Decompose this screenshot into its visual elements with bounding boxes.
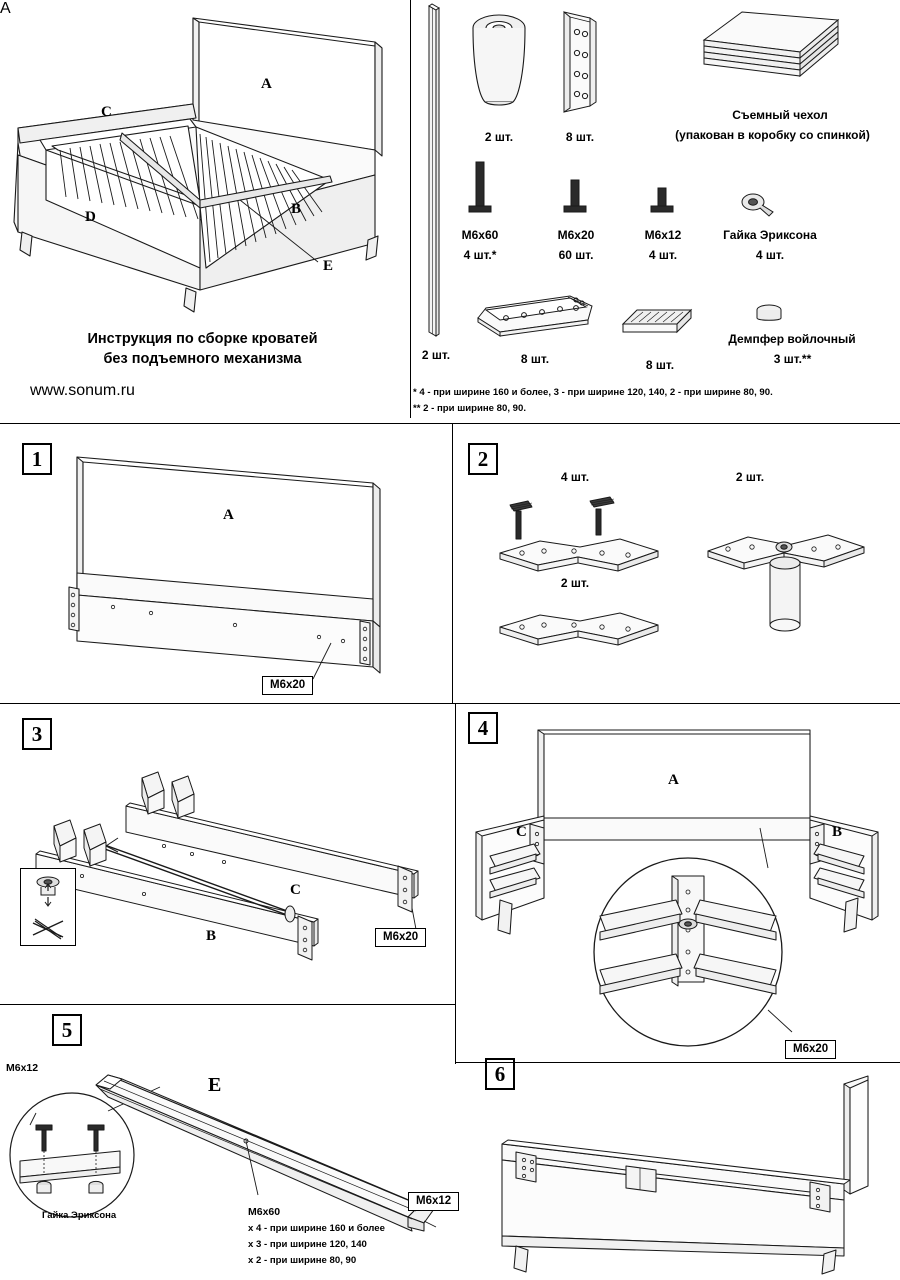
leg-qty-label: 2 шт. xyxy=(484,130,514,144)
corner-bracket-icon xyxy=(550,8,610,116)
erikson-nut-name: Гайка Эриксона xyxy=(723,228,817,242)
horizontal-divider-4 xyxy=(455,1062,900,1063)
corner-bracket-qty-label: 8 шт. xyxy=(565,130,595,144)
step-3-part-c-label: C xyxy=(290,882,301,898)
bolt-m6x60-name: M6x60 xyxy=(461,228,499,242)
step-4-number: 4 xyxy=(468,712,498,744)
horizontal-divider-2 xyxy=(0,703,900,704)
step-4-part-c-label: C xyxy=(516,824,527,840)
parts-footnote-1: * 4 - при ширине 160 и более, 3 - при ширине 120, 140, 2 - при ширине 80, 90. xyxy=(413,387,773,398)
step-5-note-1: x 4 - при ширине 160 и более xyxy=(248,1223,385,1234)
svg-text:B: B xyxy=(291,201,302,217)
step-4-part-a-label: A xyxy=(668,772,679,788)
step-1-fastener-label: M6x20 xyxy=(262,676,313,695)
step-2-number: 2 xyxy=(468,443,498,475)
step-3-fastener-label: M6x20 xyxy=(375,928,426,947)
mounting-plate-icon xyxy=(470,288,600,340)
step-5-number: 5 xyxy=(52,1014,82,1046)
horizontal-divider-1 xyxy=(0,423,900,424)
erikson-nut-icon xyxy=(733,190,783,224)
step-3-detail-box xyxy=(20,868,76,946)
removable-cover-icon xyxy=(700,8,850,98)
step-3-number: 3 xyxy=(22,718,52,750)
step-5-part-e-label: E xyxy=(208,1074,222,1096)
step-5-note-2: x 3 - при ширине 120, 140 xyxy=(248,1239,367,1250)
step-2-qty-right: 2 шт. xyxy=(735,470,765,484)
leg-part-icon xyxy=(463,10,535,114)
slat-part-icon xyxy=(420,2,450,342)
step-1-number: 1 xyxy=(22,443,52,475)
title-line-2: без подъемного механизма xyxy=(103,350,302,367)
website-url: www.sonum.ru xyxy=(30,382,135,399)
damper-name-label: Демпфер войлочный xyxy=(728,332,856,346)
document-title xyxy=(30,330,375,369)
title-line-1: Инструкция по сборке кроватей xyxy=(87,331,318,347)
bolt-m6x12-icon xyxy=(637,186,687,224)
bolt-m6x20-icon xyxy=(550,178,600,222)
erikson-nut-qty: 4 шт. xyxy=(755,248,785,262)
damper-qty-label: 3 шт.** xyxy=(773,352,812,366)
pad-qty-label: 8 шт. xyxy=(645,358,675,372)
step-3-part-b-label: B xyxy=(206,928,217,944)
plate-qty-label: 8 шт. xyxy=(520,352,550,366)
step-5-fastener-right-label: M6x12 xyxy=(408,1192,459,1211)
step-2-illustration xyxy=(470,485,880,665)
bolt-m6x12-qty: 4 шт. xyxy=(648,248,678,262)
step-6-illustration xyxy=(480,1070,900,1280)
svg-text:A: A xyxy=(261,76,272,92)
bolt-m6x12-name: M6x12 xyxy=(644,228,682,242)
step-1-part-a-label: A xyxy=(223,507,234,523)
bolt-m6x60-icon xyxy=(455,160,505,220)
svg-text:E: E xyxy=(323,258,334,274)
cover-note-label: (упакован в коробку со спинкой) xyxy=(675,128,870,142)
step-4-part-b-label: B xyxy=(832,824,843,840)
parts-footnote-2: ** 2 - при ширине 80, 90. xyxy=(413,403,526,414)
step-5-bolt-label: M6x60 xyxy=(248,1206,281,1218)
step-6-number: 6 xyxy=(485,1058,515,1090)
bolt-m6x60-qty: 4 шт.* xyxy=(463,248,497,262)
bolt-m6x20-name: M6x20 xyxy=(557,228,595,242)
svg-text:C: C xyxy=(101,104,112,120)
felt-damper-icon xyxy=(745,300,795,332)
vertical-divider-top xyxy=(410,0,411,418)
slat-qty-label: 2 шт. xyxy=(421,348,451,362)
step-5-note-3: x 2 - при ширине 80, 90 xyxy=(248,1255,357,1266)
step-1-illustration xyxy=(55,435,405,705)
cover-title-label: Съемный чехол xyxy=(732,108,828,122)
step-2-qty-top: 4 шт. xyxy=(560,470,590,484)
svg-text:D: D xyxy=(85,209,96,225)
parts-list xyxy=(415,0,900,420)
vertical-divider-step12 xyxy=(452,423,453,704)
step-5-nut-label: Гайка Эриксона xyxy=(42,1210,117,1221)
step-4-fastener-label: M6x20 xyxy=(785,1040,836,1059)
bolt-m6x20-qty: 60 шт. xyxy=(558,248,594,262)
vertical-divider-step34 xyxy=(455,704,456,1064)
horizontal-divider-3 xyxy=(0,1004,455,1005)
step-5-fastener-top-label: M6x12 xyxy=(6,1062,39,1074)
step-2-qty-bottom: 2 шт. xyxy=(560,576,590,590)
step-4-illustration xyxy=(460,720,895,1060)
